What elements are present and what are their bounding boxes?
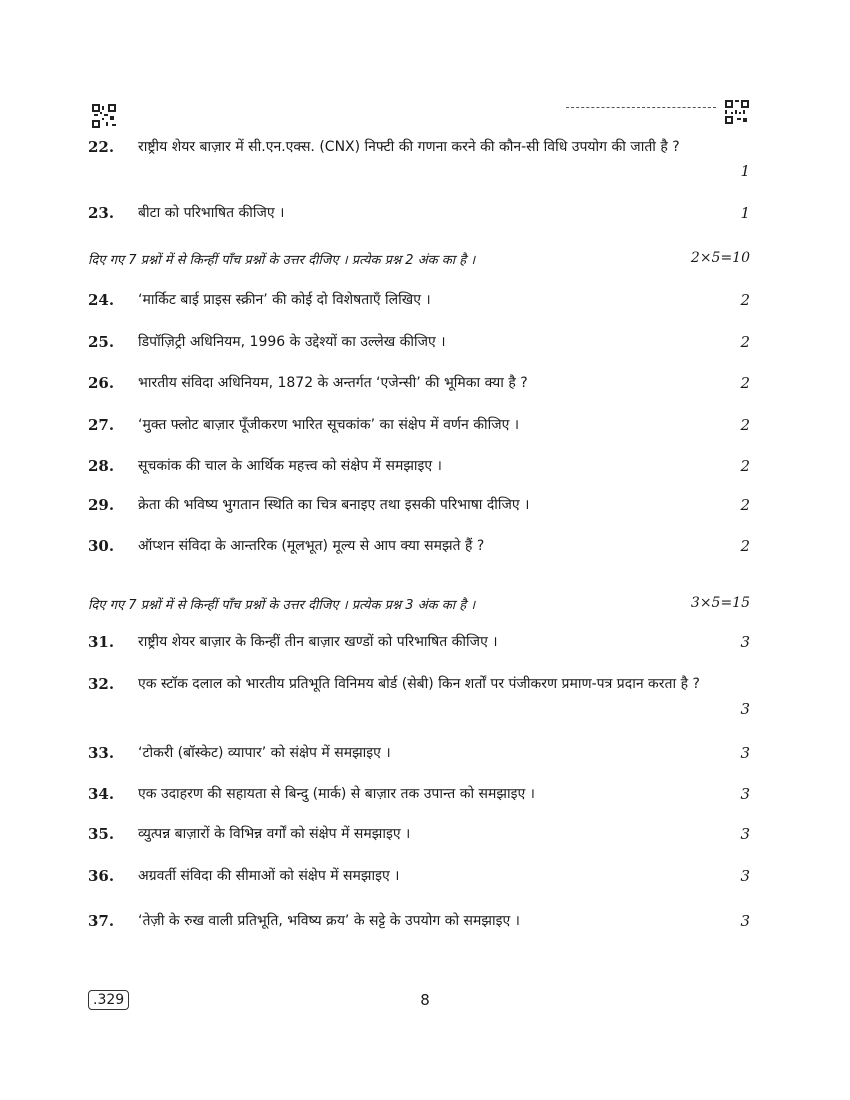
question-text: बीटा को परिभाषित कीजिए ।: [138, 205, 285, 221]
question-text: ‘मुक्त फ्लोट बाज़ार पूँजीकरण भारित सूचकांक’ का संक्षेप में वर्णन कीजिए ।: [138, 417, 520, 433]
question-number: 36.: [88, 867, 115, 885]
question-number: 31.: [88, 633, 115, 651]
question-marks: 3: [740, 700, 750, 718]
section-marks: 2×5=10: [690, 250, 750, 266]
question-number: 35.: [88, 825, 115, 843]
question-marks: 1: [740, 204, 750, 222]
question-text: क्रेता की भविष्य भुगतान स्थिति का चित्र बनाइए तथा इसकी परिभाषा दीजिए ।: [138, 497, 530, 513]
question-number: 26.: [88, 374, 115, 392]
question-marks: 3: [740, 867, 750, 885]
question-text: एक स्टॉक दलाल को भारतीय प्रतिभूति विनिमय बोर्ड (सेबी) किन शर्तों पर पंजीकरण प्रमाण-पत्र प्रदान करता है ?: [138, 676, 700, 692]
question-text: अग्रवर्ती संविदा की सीमाओं को संक्षेप में समझाइए ।: [138, 868, 400, 884]
question-marks: 2: [740, 496, 750, 514]
paper-code: .329: [88, 990, 129, 1010]
question-text: ऑप्शन संविदा के आन्तरिक (मूलभूत) मूल्य से आप क्या समझते हैं ?: [138, 538, 485, 554]
question-marks: 2: [740, 457, 750, 475]
qr-code-icon: [725, 100, 749, 124]
instruction-text: दिए गए 7 प्रश्नों में से किन्हीं पाँच प्रश्नों के उत्तर दीजिए । प्रत्येक प्रश्न 3 अंक का है ।: [88, 598, 476, 613]
question-number: 33.: [88, 744, 115, 762]
question-marks: 3: [740, 825, 750, 843]
question-text: डिपॉज़िट्री अधिनियम, 1996 के उद्देश्यों का उल्लेख कीजिए ।: [138, 334, 446, 350]
question-marks: 2: [740, 374, 750, 392]
question-number: 29.: [88, 496, 115, 514]
question-text: ‘टोकरी (बॉस्केट) व्यापार’ को संक्षेप में समझाइए ।: [138, 745, 391, 761]
question-marks: 3: [740, 785, 750, 803]
question-text: भारतीय संविदा अधिनियम, 1872 के अन्तर्गत ‘एजेन्सी’ की भूमिका क्या है ?: [138, 375, 528, 391]
instruction-text: दिए गए 7 प्रश्नों में से किन्हीं पाँच प्रश्नों के उत्तर दीजिए । प्रत्येक प्रश्न 2 अंक का है ।: [88, 253, 476, 268]
question-text: व्युत्पन्न बाज़ारों के विभिन्न वर्गों को संक्षेप में समझाइए ।: [138, 826, 411, 842]
question-number: 22.: [88, 138, 115, 156]
question-number: 28.: [88, 457, 115, 475]
question-text: ‘तेज़ी के रुख वाली प्रतिभूति, भविष्य क्रय’ के सट्टे के उपयोग को समझाइए ।: [138, 913, 520, 929]
question-number: 30.: [88, 537, 115, 555]
question-number: 23.: [88, 204, 115, 222]
question-text: एक उदाहरण की सहायता से बिन्दु (मार्क) से बाज़ार तक उपान्त को समझाइए ।: [138, 786, 535, 802]
question-number: 25.: [88, 333, 115, 351]
question-text: राष्ट्रीय शेयर बाज़ार में सी.एन.एक्स. (CNX) निफ्टी की गणना करने की कौन-सी विधि उपयोग की जाती है ?: [138, 139, 680, 155]
question-marks: 3: [740, 633, 750, 651]
question-text: ‘मार्किट बाई प्राइस स्क्रीन’ की कोई दो विशेषताएँ लिखिए ।: [138, 292, 431, 308]
question-text: सूचकांक की चाल के आर्थिक महत्त्व को संक्षेप में समझाइए ।: [138, 458, 442, 474]
page-number: 8: [420, 991, 430, 1009]
qr-code-icon: [92, 104, 116, 128]
header-dashed-line: [566, 107, 716, 108]
question-marks: 2: [740, 291, 750, 309]
question-marks: 2: [740, 333, 750, 351]
question-marks: 3: [740, 912, 750, 930]
question-number: 27.: [88, 416, 115, 434]
question-marks: 3: [740, 744, 750, 762]
question-marks: 2: [740, 416, 750, 434]
question-marks: 2: [740, 537, 750, 555]
question-number: 37.: [88, 912, 115, 930]
question-number: 34.: [88, 785, 115, 803]
question-marks: 1: [740, 162, 750, 180]
question-number: 32.: [88, 675, 115, 693]
question-number: 24.: [88, 291, 115, 309]
question-text: राष्ट्रीय शेयर बाज़ार के किन्हीं तीन बाज़ार खण्डों को परिभाषित कीजिए ।: [138, 634, 498, 650]
section-marks: 3×5=15: [690, 595, 750, 611]
